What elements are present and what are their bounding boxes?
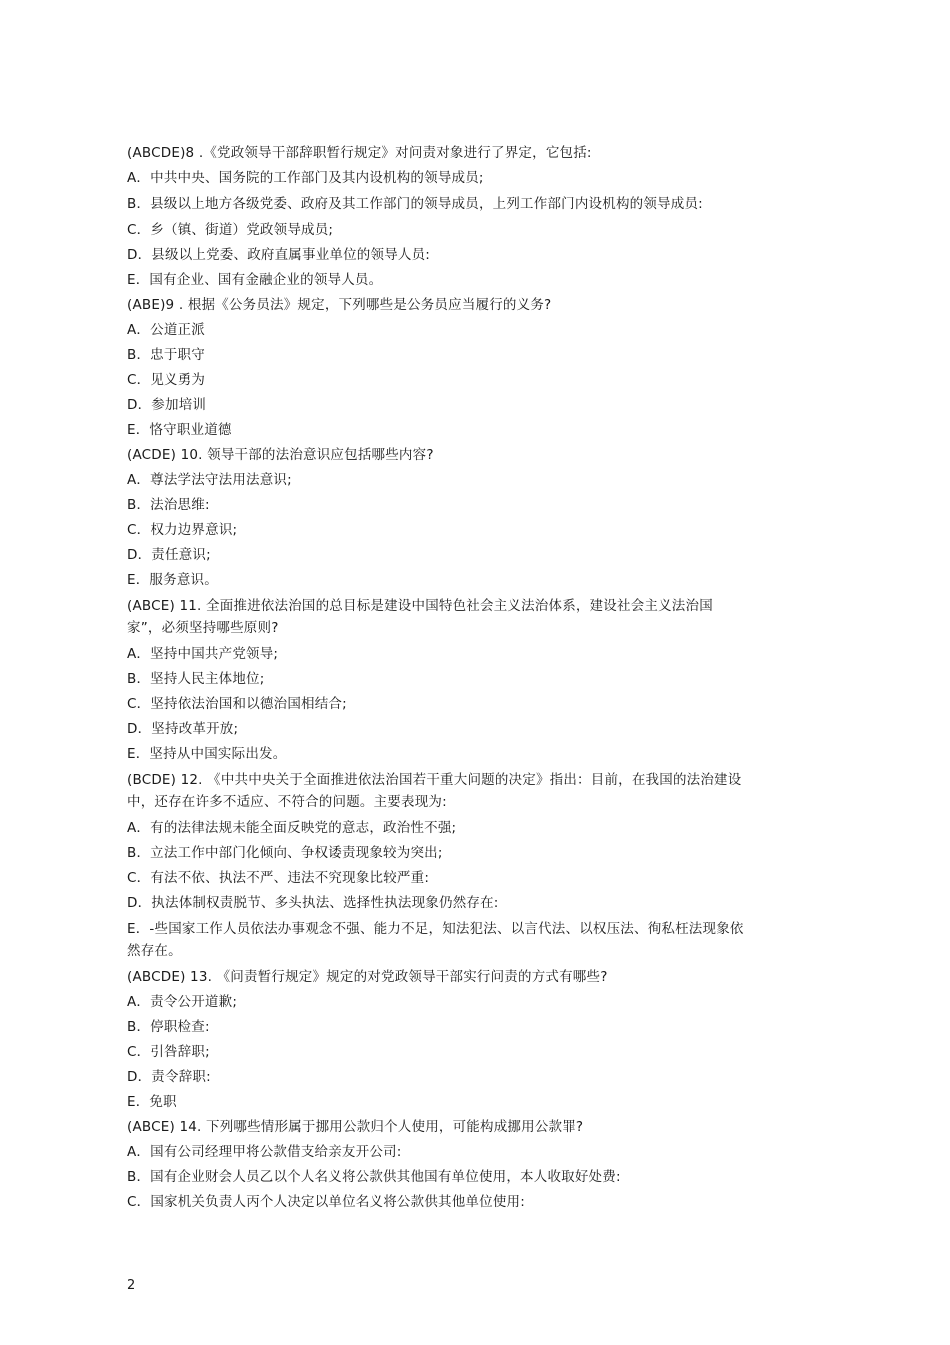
option-8a: A．中共中央、国务院的工作部门及其内设机构的领导成员; <box>127 170 484 186</box>
option-11e: E．坚持从中国实际出发。 <box>127 746 287 762</box>
option-10d: D．责任意识; <box>127 547 211 563</box>
question-14: (ABCE) 14. 下列哪些情形属于挪用公款归个人使用，可能构成挪用公款罪? <box>127 1119 584 1135</box>
question-12: (BCDE) 12. 《中共中央关于全面推进依法治国若干重大问题的决定》指出：目前，在我国的法治建设中，还存在许多不适应、不符合的问题。主要表现为: <box>127 772 742 810</box>
option-12b: B．立法工作中部门化倾向、争权诿责现象较为突出; <box>127 845 443 861</box>
option-10e: E．服务意识。 <box>127 572 218 588</box>
option-14a: A．国有公司经理甲将公款借支给亲友开公司: <box>127 1144 402 1160</box>
option-12d: D．执法体制权责脱节、多头执法、选择性执法现象仍然存在: <box>127 895 499 911</box>
option-11b: B．坚持人民主体地位; <box>127 671 265 687</box>
option-11a: A．坚持中国共产党领导; <box>127 646 279 662</box>
option-12e: E．-些国家工作人员依法办事观念不强、能力不足，知法犯法、以言代法、以权压法、徇私枉法现象依然存在。 <box>127 921 744 959</box>
page-number: 2 <box>127 1278 136 1293</box>
option-8b: B．县级以上地方各级党委、政府及其工作部门的领导成员，上列工作部门内设机构的领导成员: <box>127 196 703 212</box>
option-13e: E．免职 <box>127 1094 177 1110</box>
option-10a: A．尊法学法守法用法意识; <box>127 472 292 488</box>
option-13b: B．停职检查: <box>127 1019 210 1035</box>
option-12c: C．有法不依、执法不严、违法不究现象比较严重: <box>127 870 430 886</box>
option-12a: A．有的法律法规未能全面反映党的意志，政治性不强; <box>127 820 457 836</box>
question-8: (ABCDE)8 .《党政领导干部辞职暂行规定》对问责对象进行了界定，它包括: <box>127 145 592 161</box>
option-11c: C．坚持依法治国和以德治国相结合; <box>127 696 347 712</box>
question-9: (ABE)9 . 根据《公务员法》规定，下列哪些是公务员应当履行的义务? <box>127 297 552 313</box>
option-14c: C．国家机关负责人丙个人决定以单位名义将公款供其他单位使用: <box>127 1194 525 1210</box>
option-13c: C．引咎辞职; <box>127 1044 210 1060</box>
question-13: (ABCDE) 13. 《问责暂行规定》规定的对党政领导干部实行问责的方式有哪些? <box>127 969 608 985</box>
option-9c: C．见义勇为 <box>127 372 206 388</box>
option-9a: A．公道正派 <box>127 322 205 338</box>
option-8e: E．国有企业、国有金融企业的领导人员。 <box>127 272 383 288</box>
question-10: (ACDE) 10. 领导干部的法治意识应包括哪些内容? <box>127 447 434 463</box>
option-13d: D．责令辞职: <box>127 1069 211 1085</box>
option-10b: B．法治思维: <box>127 497 210 513</box>
option-14b: B．国有企业财会人员乙以个人名义将公款供其他国有单位使用，本人收取好处费: <box>127 1169 621 1185</box>
option-8c: C．乡（镇、街道）党政领导成员; <box>127 222 334 238</box>
option-9d: D．参加培训 <box>127 397 207 413</box>
option-9e: E．恪守职业道德 <box>127 422 232 438</box>
option-13a: A．责令公开道歉; <box>127 994 238 1010</box>
option-9b: B．忠于职守 <box>127 347 205 363</box>
document-body <box>127 143 747 1217</box>
option-11d: D．坚持改革开放; <box>127 721 239 737</box>
option-8d: D．县级以上党委、政府直属事业单位的领导人员: <box>127 247 431 263</box>
question-11: (ABCE) 11. 全面推进依法治国的总目标是建设中国特色社会主义法治体系，建设社会主义法治国家”，必须坚持哪些原则? <box>127 598 713 636</box>
option-10c: C．权力边界意识; <box>127 522 238 538</box>
